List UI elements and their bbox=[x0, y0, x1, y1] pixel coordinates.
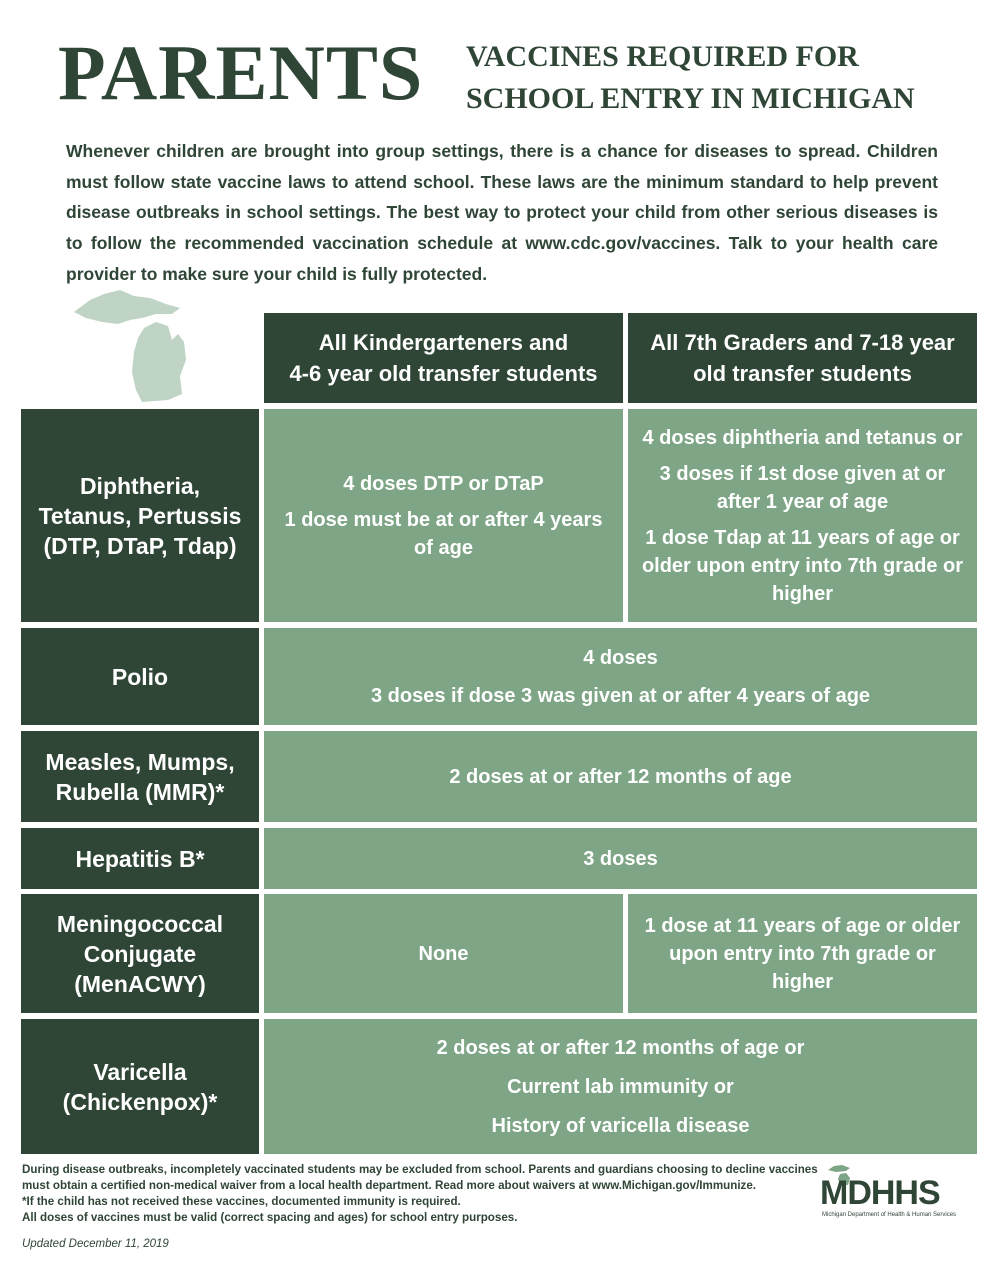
row-label-mmr-line-2: Rubella (MMR)* bbox=[55, 778, 225, 805]
updated-date: Updated December 11, 2019 bbox=[22, 1238, 169, 1250]
varicella-lab-immunity: Current lab immunity or bbox=[507, 1075, 734, 1098]
cell-dtp-7th-grade bbox=[628, 409, 977, 622]
column-header-7th-grade-line-1: All 7th Graders and 7-18 year bbox=[650, 330, 955, 355]
intro-paragraph: Whenever children are brought into group settings, there is a chance for diseases to spread. Children must follow state vaccine laws to attend school. These laws are the minimum standard to help prevent disease outbreaks in school settings. The best way to protect your child from other serious diseases is to follow the recommended vaccination schedule at www.cdc.gov/vaccines. Talk to your health care provider to make sure your child is fully protected. bbox=[66, 141, 938, 284]
mdhhs-logo-text: MDHHS bbox=[820, 1174, 940, 1212]
row-label-hepatitis-b bbox=[21, 828, 259, 889]
row-label-menacwy-line-1: Meningococcal bbox=[56, 910, 224, 937]
row-label-varicella-line-2: (Chickenpox)* bbox=[62, 1088, 218, 1115]
row-label-mmr bbox=[21, 731, 259, 822]
dtp-7th-grade-alt: 3 doses if 1st dose given at or after 1 year of age bbox=[659, 462, 946, 513]
dtp-kindergarten-doses: 4 doses DTP or DTaP bbox=[343, 472, 544, 495]
cell-varicella-all bbox=[264, 1019, 977, 1154]
footer-notes bbox=[22, 1162, 822, 1226]
cell-hepatitis-b-all bbox=[264, 828, 977, 889]
footer-note-outbreaks: During disease outbreaks, incompletely vaccinated students may be excluded from school. Parents and guardians choosing to decline vaccines must obtain a certified non-medical waiver from a local health department. Read more about waivers at www.Michigan.gov/Immunize. bbox=[22, 1163, 818, 1192]
row-label-menacwy-line-2: Conjugate bbox=[83, 940, 197, 967]
row-label-menacwy bbox=[21, 894, 259, 1013]
cell-menacwy-kindergarten bbox=[264, 894, 623, 1013]
row-label-polio bbox=[21, 628, 259, 725]
cell-mmr-all bbox=[264, 731, 977, 822]
dtp-7th-grade-doses: 4 doses diphtheria and tetanus or bbox=[642, 426, 963, 449]
row-label-mmr-line-1: Measles, Mumps, bbox=[45, 748, 235, 775]
mmr-doses: 2 doses at or after 12 months of age bbox=[449, 765, 792, 788]
footer-note-immunity: *If the child has not received these vaccines, documented immunity is required. bbox=[22, 1195, 461, 1208]
row-label-dtp bbox=[21, 409, 259, 622]
column-header-kindergarten bbox=[264, 313, 623, 403]
footer-note-valid-doses: All doses of vaccines must be valid (correct spacing and ages) for school entry purposes. bbox=[22, 1211, 518, 1224]
row-label-varicella bbox=[21, 1019, 259, 1154]
row-label-dtp-line-3: (DTP, DTaP, Tdap) bbox=[43, 532, 237, 559]
polio-doses: 4 doses bbox=[583, 646, 658, 669]
mdhhs-logo-tagline: Michigan Department of Health & Human Services bbox=[822, 1212, 957, 1218]
column-header-kindergarten-line-2: 4-6 year old transfer students bbox=[289, 361, 598, 386]
column-header-7th-grade bbox=[628, 313, 977, 403]
varicella-doses: 2 doses at or after 12 months of age or bbox=[436, 1036, 805, 1059]
subtitle-line-2: SCHOOL ENTRY IN MICHIGAN bbox=[466, 82, 915, 115]
michigan-map-icon bbox=[72, 286, 222, 406]
row-label-polio-text: Polio bbox=[111, 663, 169, 690]
varicella-history: History of varicella disease bbox=[491, 1114, 750, 1137]
menacwy-7th-grade-doses: 1 dose at 11 years of age or older upon entry into 7th grade or higher bbox=[644, 914, 961, 993]
row-label-hepatitis-b-text: Hepatitis B* bbox=[75, 845, 205, 872]
cell-menacwy-7th-grade bbox=[628, 894, 977, 1013]
dtp-7th-grade-tdap: 1 dose Tdap at 11 years of age or older upon entry into 7th grade or higher bbox=[641, 526, 964, 605]
page-title: PARENTS bbox=[58, 29, 424, 116]
cell-polio-all bbox=[264, 628, 977, 725]
row-label-varicella-line-1: Varicella bbox=[93, 1058, 187, 1085]
hepatitis-b-doses: 3 doses bbox=[583, 847, 658, 870]
row-label-dtp-line-1: Diphtheria, bbox=[79, 472, 201, 499]
column-header-kindergarten-line-1: All Kindergarteners and bbox=[318, 330, 569, 355]
menacwy-kindergarten-doses: None bbox=[418, 942, 469, 965]
row-label-menacwy-line-3: (MenACWY) bbox=[74, 970, 206, 997]
subtitle-line-1: VACCINES REQUIRED FOR bbox=[466, 40, 859, 73]
dtp-kindergarten-note: 1 dose must be at or after 4 years of age bbox=[284, 508, 603, 559]
row-label-dtp-line-2: Tetanus, Pertussis bbox=[38, 502, 242, 529]
polio-note: 3 doses if dose 3 was given at or after 4 years of age bbox=[370, 684, 871, 707]
cell-dtp-kindergarten bbox=[264, 409, 623, 622]
column-header-7th-grade-line-2: old transfer students bbox=[693, 361, 912, 386]
